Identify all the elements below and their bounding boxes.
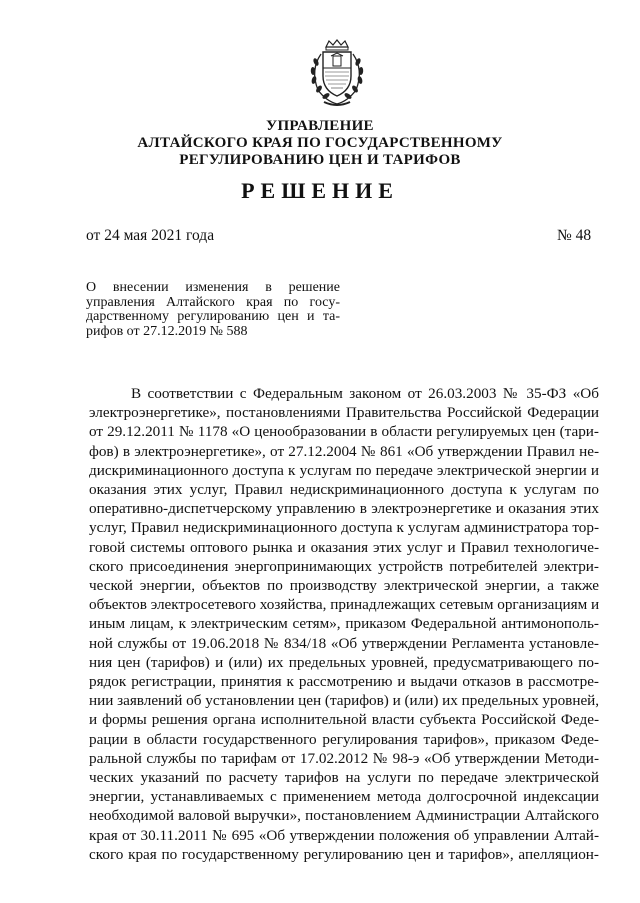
- body-line: ной службы от 19.06.2018 № 834/18 «Об утверждении Регламента установле-: [89, 634, 599, 652]
- body-line: ния цен (тарифов) и (или) их предельных уровней, предусматривающего по-: [89, 653, 599, 671]
- body-line: нии заявлений об установлении цен (тарифов) и (или) их предельных уровней,: [89, 692, 600, 710]
- body-line: края от 30.11.2011 № 695 «Об утверждении положения об управлении Алтай-: [89, 826, 599, 844]
- document-number: № 48: [557, 227, 592, 244]
- altai-krai-coat-of-arms-icon: [302, 38, 372, 110]
- subject-line: рифов от 27.12.2019 № 588: [86, 323, 248, 339]
- body-line: оперативно-диспетчерскому управлению в электроэнергетике и оказания этих: [89, 500, 599, 518]
- body-line: оказания этих услуг, Правил недискриминационного доступа к услугам по: [89, 481, 599, 499]
- subject-line: О внесении изменения в решение: [86, 280, 340, 295]
- body-line: и формы решения органа исполнительной власти субъекта Российской Феде-: [89, 711, 599, 729]
- document-type-title: РЕШЕНИЕ: [241, 178, 399, 203]
- body-line: В соответствии с Федеральным законом от 26.03.2003 № 35-ФЗ «Об: [131, 385, 599, 402]
- body-line: ческих указаний по расчету тарифов на услуги по передаче электрической: [89, 769, 599, 787]
- body-line: дискриминационного доступа к услугам по передаче электрической энергии и: [89, 461, 599, 479]
- subject-line: управления Алтайского края по госу-: [86, 294, 340, 310]
- body-line: рации в области государственного регулирования тарифов», приказом Феде-: [89, 730, 599, 748]
- body-line: необходимой валовой выручки», постановлением Администрации Алтайского: [89, 807, 599, 825]
- organization-name: [0, 118, 640, 169]
- body-line: ского края по государственному регулированию цен и тарифов», апелляцион-: [89, 845, 599, 863]
- body-line: ческой энергии, объектов по производству электрической энергии, а также: [89, 577, 599, 595]
- body-line: ральной службы по тарифам от 17.02.2012 № 98-э «Об утверждении Методи-: [89, 749, 599, 767]
- body-line: электроэнергетике», постановлениями Правительства Российской Федерации: [89, 404, 599, 422]
- document-subject: [86, 281, 340, 339]
- body-line: услуг, Правил недискриминационного доступа к услугам администратора тор-: [89, 519, 599, 537]
- organization-name-line: УПРАВЛЕНИЕ: [266, 118, 374, 134]
- body-line: ского присоединения энергопринимающих устройств потребителей электри-: [89, 557, 599, 575]
- body-line: иным лицам, к электрическим сетям», приказом Федеральной антимонополь-: [89, 615, 599, 633]
- organization-name-line: АЛТАЙСКОГО КРАЯ ПО ГОСУДАРСТВЕННОМУ: [137, 135, 503, 151]
- document-body: [89, 384, 599, 864]
- organization-name-line: РЕГУЛИРОВАНИЮ ЦЕН И ТАРИФОВ: [179, 152, 461, 168]
- subject-line: дарственному регулированию цен и та-: [86, 309, 340, 324]
- body-line: говой системы оптового рынка и оказания этих услуг и Правил технологиче-: [89, 538, 599, 556]
- body-line: фов) в электроэнергетике», от 27.12.2004 № 861 «Об утверждении Правил не-: [89, 442, 599, 460]
- body-line: объектов электросетевого хозяйства, принадлежащих сетевым организациям и: [89, 596, 600, 614]
- body-line: от 29.12.2011 № 1178 «О ценообразовании в области регулируемых цен (тари-: [89, 423, 599, 441]
- body-line: энергии, устанавливаемых с применением метода долгосрочной индексации: [89, 788, 599, 806]
- body-line: рядок регистрации, принятия к рассмотрению и выдачи отказов в рассмотре-: [89, 673, 599, 691]
- document-date: от 24 мая 2021 года: [86, 227, 215, 244]
